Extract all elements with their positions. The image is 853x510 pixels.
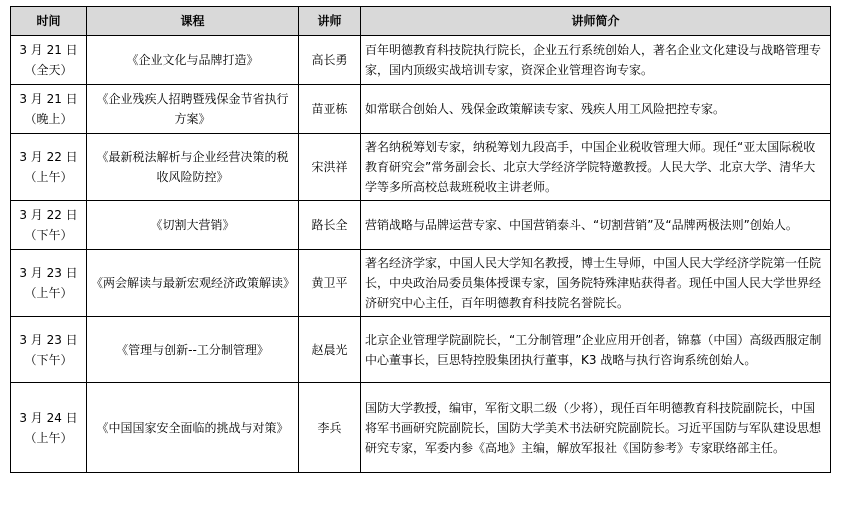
table-row	[11, 134, 831, 201]
table-row	[11, 36, 831, 85]
time-cell	[11, 250, 87, 317]
session-text: （上午）	[24, 286, 73, 300]
date-text: 3 月 23 日	[19, 266, 78, 280]
table-row	[11, 383, 831, 473]
time-cell	[11, 134, 87, 201]
course-schedule-table	[10, 6, 831, 473]
time-cell	[11, 36, 87, 85]
teacher-bio-cell: 如常联合创始人、残保金政策解读专家、残疾人用工风险把控专家。	[361, 85, 831, 134]
teacher-bio-cell: 百年明德教育科技院执行院长，企业五行系统创始人，著名企业文化建设与战略管理专家，国内顶级实战培训专家，资深企业管理咨询专家。	[361, 36, 831, 85]
header-teacher-bio: 讲师简介	[361, 7, 831, 36]
date-text: 3 月 23 日	[19, 332, 78, 347]
table-header-row	[11, 7, 831, 36]
header-time: 时间	[11, 7, 87, 36]
course-cell: 《中国国家安全面临的挑战与对策》	[87, 383, 299, 473]
date-text: 3 月 22 日	[19, 208, 78, 222]
date-text: 3 月 21 日	[19, 43, 78, 57]
time-cell	[11, 85, 87, 134]
table-row	[11, 85, 831, 134]
course-cell: 《管理与创新--工分制管理》	[87, 317, 299, 383]
table-row	[11, 250, 831, 317]
teacher-bio-cell: 营销战略与品牌运营专家、中国营销泰斗、“切割营销”及“品牌两极法则”创始人。	[361, 201, 831, 250]
table-row	[11, 317, 831, 383]
time-cell	[11, 201, 87, 250]
session-text: （下午）	[24, 352, 73, 367]
teacher-cell: 宋洪祥	[299, 134, 361, 201]
course-cell: 《企业残疾人招聘暨残保金节省执行方案》	[87, 85, 299, 134]
session-text: （全天）	[24, 63, 73, 77]
header-course: 课程	[87, 7, 299, 36]
table-row	[11, 201, 831, 250]
course-cell: 《最新税法解析与企业经营决策的税收风险防控》	[87, 134, 299, 201]
course-cell: 《企业文化与品牌打造》	[87, 36, 299, 85]
teacher-cell: 黄卫平	[299, 250, 361, 317]
session-text: （上午）	[24, 170, 73, 184]
teacher-cell: 高长勇	[299, 36, 361, 85]
teacher-bio-cell: 著名经济学家，中国人民大学知名教授，博士生导师，中国人民大学经济学院第一任院长，中央政治局委员集体授课专家，国务院特殊津贴获得者。现任中国人民大学世界经济研究中心主任，百年明德教育科技院名誉院长。	[361, 250, 831, 317]
teacher-bio-cell: 著名纳税筹划专家，纳税筹划九段高手，中国企业税收管理大师。现任“亚太国际税收教育研究会”常务副会长、北京大学经济学院特邀教授。人民大学、北京大学、清华大学等多所高校总裁班税收主讲老师。	[361, 134, 831, 201]
session-text: （下午）	[24, 228, 73, 242]
teacher-cell: 苗亚栋	[299, 85, 361, 134]
teacher-cell: 李兵	[299, 383, 361, 473]
teacher-bio-cell: 国防大学教授，编审，军衔文职二级（少将），现任百年明德教育科技院副院长，中国将军书画研究院副院长，国防大学美术书法研究院副院长。习近平国防与军队建设思想研究专家，军委内参《高地》主编，解放军报社《国防参考》专家联络部主任。	[361, 383, 831, 473]
course-cell: 《切割大营销》	[87, 201, 299, 250]
session-text: （晚上）	[24, 112, 73, 126]
date-text: 3 月 24 日	[19, 410, 78, 425]
date-text: 3 月 22 日	[19, 150, 78, 164]
teacher-cell: 路长全	[299, 201, 361, 250]
teacher-bio-cell: 北京企业管理学院副院长，“工分制管理”企业应用开创者，锦慕（中国）高级西服定制中心董事长，巨思特控股集团执行董事，K3 战略与执行咨询系统创始人。	[361, 317, 831, 383]
header-teacher: 讲师	[299, 7, 361, 36]
teacher-cell: 赵晨光	[299, 317, 361, 383]
time-cell	[11, 317, 87, 383]
course-cell: 《两会解读与最新宏观经济政策解读》	[87, 250, 299, 317]
date-text: 3 月 21 日	[19, 92, 78, 106]
time-cell	[11, 383, 87, 473]
session-text: （上午）	[24, 430, 73, 445]
